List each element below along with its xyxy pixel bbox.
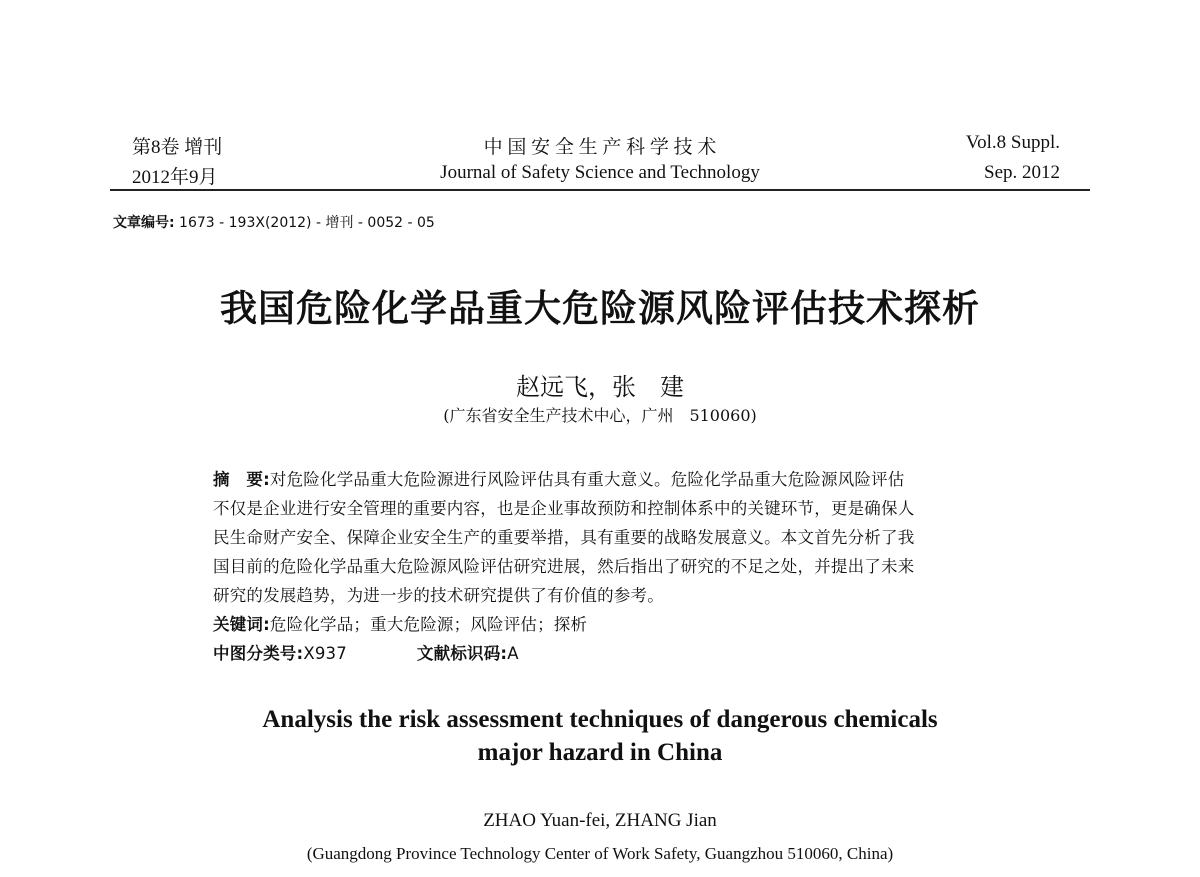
authors-en: ZHAO Yuan-fei, ZHANG Jian xyxy=(483,810,717,831)
abstract-text: 对危险化学品重大危险源进行风险评估具有重大意义。危险化学品重大危险源风险评估 xyxy=(269,470,905,489)
abstract-line-1 xyxy=(213,466,905,490)
volume-en: Vol.8 Suppl. xyxy=(965,132,1060,153)
abstract-line-2: 不仅是企业进行安全管理的重要内容，也是企业事故预防和控制体系中的关键环节，更是确保人 xyxy=(213,499,915,518)
journal-name-en: Journal of Safety Science and Technology xyxy=(440,162,760,183)
article-number-label: 文章编号: xyxy=(113,215,175,231)
article-number xyxy=(113,212,435,232)
title-en-line-2: major hazard in China xyxy=(477,739,723,766)
keywords xyxy=(213,611,587,635)
affiliation-en: (Guangdong Province Technology Center of Work Safety, Guangzhou 510060, China) xyxy=(306,844,894,863)
clc-value: X937 xyxy=(303,644,347,663)
journal-name-cn: 中 国 安 全 生 产 科 学 技 术 xyxy=(483,137,717,158)
authors-cn: 赵远飞，张 建 xyxy=(516,373,684,401)
classification xyxy=(213,640,519,664)
abstract-line-5: 研究的发展趋势，为进一步的技术研究提供了有价值的参考。 xyxy=(213,586,664,605)
title-en-line-1: Analysis the risk assessment techniques of dangerous chemicals xyxy=(262,706,938,733)
abstract-line-4: 国目前的危险化学品重大危险源风险评估研究进展，然后指出了研究的不足之处，并提出了未来 xyxy=(213,557,915,576)
volume-cn: 第8卷 增刊 xyxy=(132,137,223,158)
article-number-value: 1673 - 193X(2012) - 增刊 - 0052 - 05 xyxy=(174,215,435,231)
clc-label: 中图分类号: xyxy=(213,644,304,663)
abstract-line-3: 民生命财产安全、保障企业安全生产的重要举措，具有重要的战略发展意义。本文首先分析了我 xyxy=(213,528,915,547)
date-en: Sep. 2012 xyxy=(984,162,1060,183)
doc-code-value: A xyxy=(507,644,519,663)
abstract-label: 摘 要: xyxy=(213,470,270,489)
keywords-label: 关键词: xyxy=(213,615,270,634)
keywords-value: 危险化学品；重大危险源；风险评估；探析 xyxy=(269,615,588,634)
doc-code-label: 文献标识码: xyxy=(416,644,508,663)
date-cn: 2012年9月 xyxy=(132,167,218,188)
affiliation-cn: (广东省安全生产技术中心，广州 510060) xyxy=(443,406,757,425)
header-rule xyxy=(110,189,1090,191)
title-cn: 我国危险化学品重大危险源风险评估技术探析 xyxy=(220,287,980,330)
